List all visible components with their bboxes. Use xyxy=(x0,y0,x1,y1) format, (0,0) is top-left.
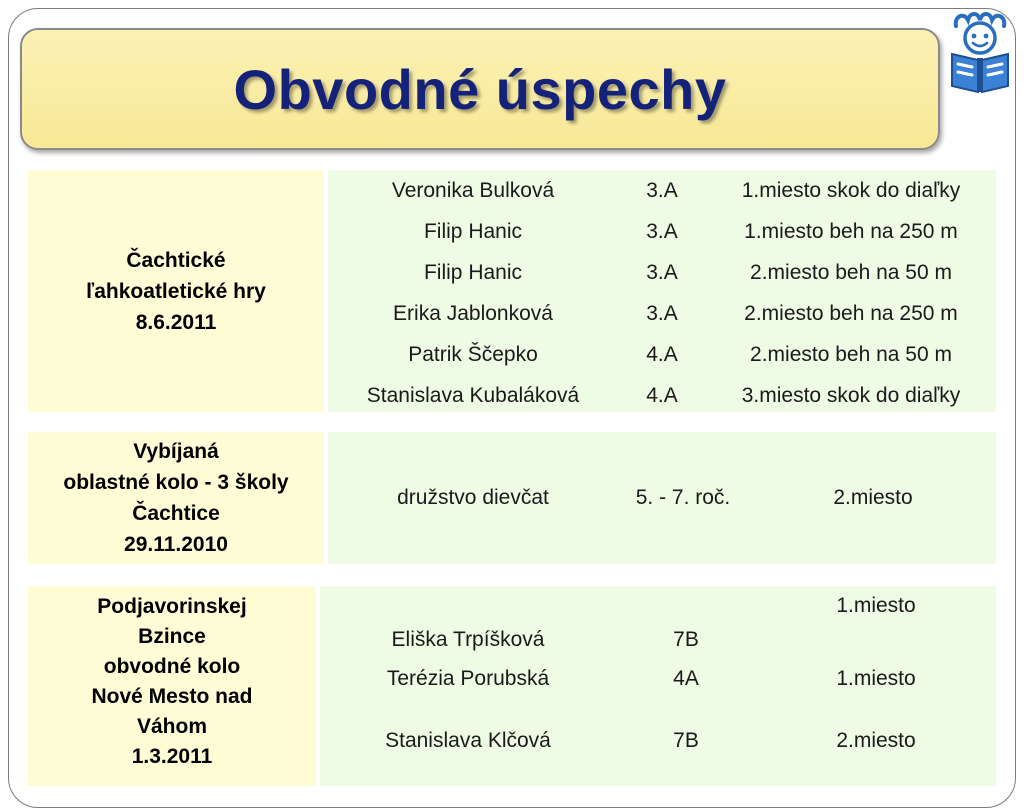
table-row xyxy=(328,432,996,564)
student-class: 4.A xyxy=(646,342,678,366)
student-name: Veronika Bulková xyxy=(391,178,555,202)
category-name xyxy=(86,245,266,338)
category-line: obvodné kolo xyxy=(103,655,241,678)
results-list xyxy=(328,432,996,564)
category-date: 8.6.2011 xyxy=(135,310,217,334)
result-text: 2.miesto beh na 50 m xyxy=(750,342,952,366)
category-line: Vybíjaná xyxy=(133,440,219,463)
student-name: Stanislava Klčová xyxy=(385,729,551,752)
student-name: Terézia Porubská xyxy=(386,667,550,690)
category-cell xyxy=(28,586,316,786)
student-class: 3.A xyxy=(646,219,678,243)
student-class: 4A xyxy=(673,667,699,690)
table-row xyxy=(328,252,996,293)
table-row xyxy=(328,375,996,416)
page-title: Obvodné úspechy xyxy=(233,57,727,121)
category-line: Podjavorinskej xyxy=(97,595,247,618)
results-list xyxy=(320,586,996,786)
student-class: 3.A xyxy=(646,178,678,202)
category-name xyxy=(91,592,252,772)
student-name: Eliška Trpíšková xyxy=(391,628,545,651)
category-name xyxy=(63,436,288,560)
table-row xyxy=(328,293,996,334)
table-row xyxy=(328,170,996,211)
category-cell xyxy=(28,170,324,412)
student-class: 3.A xyxy=(646,260,678,284)
table-row xyxy=(328,211,996,252)
category-line: ľahkoatletické hry xyxy=(86,279,266,303)
grade-range: 5. - 7. roč. xyxy=(635,486,731,509)
team-name: družstvo dievčat xyxy=(397,486,549,509)
category-line: Bzince xyxy=(138,625,206,648)
result-text: 1.miesto xyxy=(836,594,916,617)
school-mascot-icon xyxy=(948,8,1012,94)
table-row xyxy=(320,720,996,762)
category-cell xyxy=(28,432,324,564)
category-line: Nové Mesto nad xyxy=(91,685,253,708)
student-class: 7B xyxy=(673,729,699,752)
student-name: Stanislava Kubaláková xyxy=(366,383,580,407)
student-name: Patrik Ščepko xyxy=(408,342,538,366)
category-line: Čachtice xyxy=(132,502,220,525)
result-text: 2.miesto xyxy=(833,486,913,509)
student-name: Erika Jablonková xyxy=(393,301,553,325)
table-row xyxy=(320,594,996,652)
student-class: 3.A xyxy=(646,301,678,325)
results-block-athletics xyxy=(28,170,996,412)
student-class: 7B xyxy=(673,628,699,651)
result-text: 2.miesto beh na 250 m xyxy=(744,301,958,325)
category-line: oblastné kolo - 3 školy xyxy=(63,471,289,494)
result-text: 2.miesto xyxy=(836,729,916,752)
result-text: 1.miesto skok do diaľky xyxy=(741,178,961,202)
result-text: 1.miesto xyxy=(836,667,916,690)
student-class: 4.A xyxy=(646,383,678,407)
category-date: 29.11.2010 xyxy=(124,533,228,556)
category-date: 1.3.2011 xyxy=(131,745,213,768)
table-row xyxy=(328,334,996,375)
result-text: 2.miesto beh na 50 m xyxy=(750,260,952,284)
result-text: 3.miesto skok do diaľky xyxy=(741,383,961,407)
title-banner xyxy=(20,28,940,150)
category-line: Čachtické xyxy=(126,248,226,272)
student-name: Filip Hanic xyxy=(423,260,523,284)
table-row xyxy=(320,658,996,700)
student-name: Filip Hanic xyxy=(423,219,523,243)
results-block-dodgeball xyxy=(28,432,996,564)
results-list xyxy=(328,170,996,412)
result-text: 1.miesto beh na 250 m xyxy=(744,219,958,243)
category-line: Váhom xyxy=(136,715,207,738)
results-block-podjavorinskej xyxy=(28,586,996,786)
